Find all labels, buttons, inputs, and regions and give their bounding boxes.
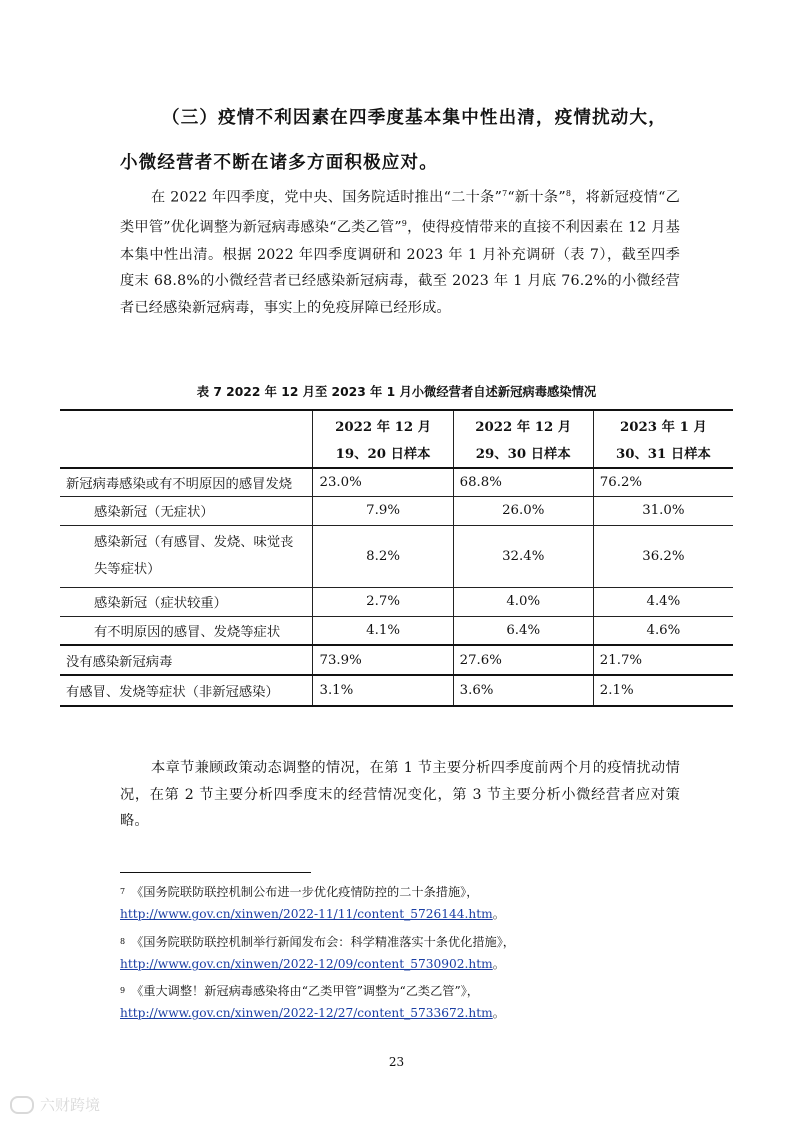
footnote-8 — [120, 931, 680, 975]
col-header-3 — [593, 410, 733, 468]
intro-text-3: ，将新冠疫情“乙类甲管”优化调整为新冠病毒感染“乙类乙管” — [120, 189, 681, 237]
footnote-9 — [120, 980, 680, 1024]
col-header-2-line1: 2022 年 12 月 — [475, 420, 572, 435]
watermark-text: 六财跨境 — [40, 1096, 101, 1114]
footnote-ref-9[interactable]: 9 — [401, 219, 408, 229]
table-row — [60, 675, 733, 706]
row-value: 8.2% — [313, 525, 453, 587]
row-value: 76.2% — [593, 468, 733, 496]
row-value: 21.7% — [593, 645, 733, 675]
row-value: 2.1% — [593, 675, 733, 706]
row-value: 4.1% — [313, 616, 453, 645]
row-value: 36.2% — [593, 525, 733, 587]
watermark-logo-icon — [10, 1096, 34, 1114]
infection-table — [60, 409, 733, 707]
intro-text-4: ，使得疫情带来的直接不利因素在 12 月基本集中性出清。根据 2022 年四季度调研和 2023 年 1 月补充调研（表 7），截至四季度末 68.8%的小微经营者已经感染新冠病毒，截至 2023 年 1 月底 76.2%的小微经营者已经感染新冠病毒，事实上的免疫屏障已经形成。 — [120, 220, 680, 316]
footnote-7 — [120, 881, 680, 925]
footnote-end: 。 — [492, 957, 505, 971]
row-value: 4.6% — [593, 616, 733, 645]
table-row — [60, 496, 733, 525]
col-header-1-line1: 2022 年 12 月 — [335, 420, 432, 435]
col-header-3-line2: 30、31 日样本 — [615, 447, 711, 462]
footnote-divider — [120, 872, 311, 873]
footnote-number: 8 — [120, 937, 126, 946]
row-label: 感染新冠（无症状） — [60, 496, 313, 525]
table-row — [60, 525, 733, 587]
footnote-ref-8[interactable]: 8 — [565, 189, 572, 198]
footnote-end: 。 — [492, 907, 505, 921]
watermark — [10, 1094, 100, 1115]
footnote-number: 7 — [120, 887, 126, 896]
intro-paragraph — [120, 181, 680, 321]
footnote-text: 《国务院联防联控机制举行新闻发布会：科学精准落实十条优化措施》， — [131, 935, 515, 949]
row-value: 4.0% — [453, 587, 593, 616]
row-value: 27.6% — [453, 645, 593, 675]
footnote-link[interactable]: http://www.gov.cn/xinwen/2022-11/11/content_5726144.htm — [120, 907, 493, 921]
footnote-link[interactable]: http://www.gov.cn/xinwen/2022-12/27/content_5733672.htm — [120, 1006, 493, 1020]
row-label: 感染新冠（有感冒、发烧、味觉丧失等症状） — [60, 525, 313, 587]
row-value: 3.1% — [313, 675, 453, 706]
intro-text-2: “新十条” — [507, 189, 566, 206]
row-label: 有不明原因的感冒、发烧等症状 — [60, 616, 313, 645]
row-value: 23.0% — [313, 468, 453, 496]
table-row — [60, 616, 733, 645]
footnote-text: 《重大调整！新冠病毒感染将由“乙类甲管”调整为“乙类乙管”》， — [131, 984, 479, 998]
section-heading-line2: 小微经营者不断在诸多方面积极应对。 — [120, 153, 438, 173]
table-row — [60, 587, 733, 616]
row-label: 有感冒、发烧等症状（非新冠感染） — [60, 675, 313, 706]
table-row — [60, 645, 733, 675]
row-value: 7.9% — [313, 496, 453, 525]
row-value: 32.4% — [453, 525, 593, 587]
row-value: 6.4% — [453, 616, 593, 645]
col-header-2 — [453, 410, 593, 468]
table-row — [60, 468, 733, 496]
row-value: 4.4% — [593, 587, 733, 616]
footnote-end: 。 — [492, 1006, 505, 1020]
footnote-link[interactable]: http://www.gov.cn/xinwen/2022-12/09/content_5730902.htm — [120, 957, 493, 971]
row-value: 31.0% — [593, 496, 733, 525]
row-value: 26.0% — [453, 496, 593, 525]
page-number: 23 — [388, 1055, 405, 1069]
row-label: 感染新冠（症状较重） — [60, 587, 313, 616]
row-value: 3.6% — [453, 675, 593, 706]
row-value: 2.7% — [313, 587, 453, 616]
footnote-number: 9 — [120, 986, 126, 995]
intro-text-1: 在 2022 年四季度，党中央、国务院适时推出“二十条” — [151, 189, 503, 206]
row-value: 68.8% — [453, 468, 593, 496]
col-header-1-line2: 19、20 日样本 — [335, 447, 431, 462]
table-caption: 表 7 2022 年 12 月至 2023 年 1 月小微经营者自述新冠病毒感染情况 — [196, 385, 597, 399]
row-label: 没有感染新冠病毒 — [60, 645, 313, 675]
col-header-2-line2: 29、30 日样本 — [475, 447, 571, 462]
footnote-text: 《国务院联防联控机制公布进一步优化疫情防控的二十条措施》， — [131, 885, 479, 899]
footnote-ref-7[interactable]: 7 — [502, 189, 508, 198]
col-header-3-line1: 2023 年 1 月 — [620, 420, 707, 435]
col-header-1 — [313, 410, 453, 468]
row-value: 73.9% — [313, 645, 453, 675]
chapter-summary-paragraph: 本章节兼顾政策动态调整的情况，在第 1 节主要分析四季度前两个月的疫情扰动情况，在第 2 节主要分析四季度末的经营情况变化，第 3 节主要分析小微经营者应对策略。 — [120, 760, 680, 830]
table-corner-cell — [60, 410, 313, 468]
row-label: 新冠病毒感染或有不明原因的感冒发烧 — [60, 468, 313, 496]
section-heading-line1: （三）疫情不利因素在四季度基本集中性出清，疫情扰动大， — [162, 108, 667, 128]
